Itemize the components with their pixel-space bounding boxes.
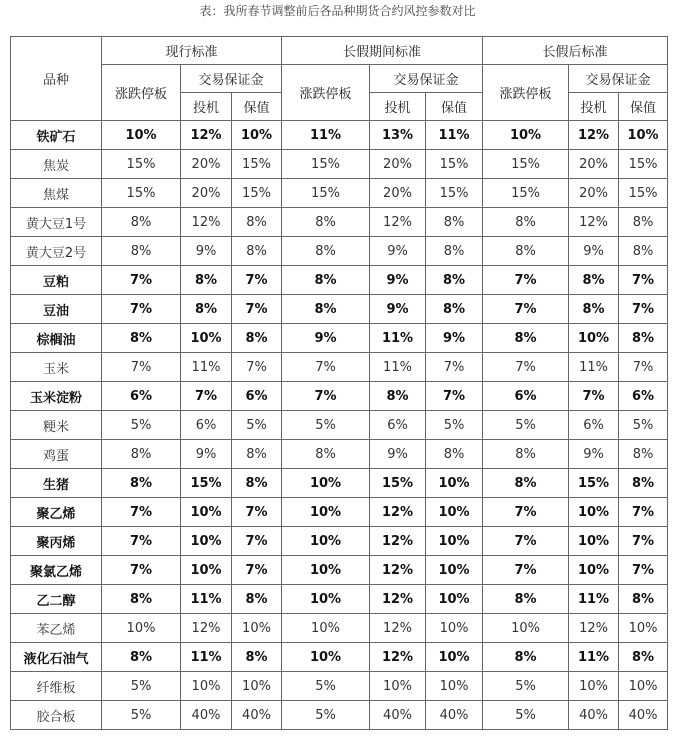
- value-cell: 10%: [282, 527, 370, 556]
- value-cell: 10%: [426, 643, 483, 672]
- value-cell: 6%: [569, 411, 619, 440]
- value-cell: 9%: [370, 237, 426, 266]
- value-cell: 15%: [483, 179, 569, 208]
- table-row: [11, 266, 668, 295]
- value-cell: 9%: [370, 266, 426, 295]
- table-row: [11, 324, 668, 353]
- risk-params-table: [10, 36, 668, 730]
- header-variety: 品种: [11, 37, 102, 121]
- value-cell: 8%: [282, 237, 370, 266]
- value-cell: 20%: [370, 179, 426, 208]
- value-cell: 40%: [181, 701, 232, 730]
- value-cell: 8%: [282, 440, 370, 469]
- value-cell: 40%: [370, 701, 426, 730]
- value-cell: 5%: [483, 411, 569, 440]
- variety-name: 胶合板: [11, 701, 102, 730]
- value-cell: 8%: [232, 440, 282, 469]
- header-spec-after: 投机: [569, 93, 619, 121]
- value-cell: 9%: [569, 237, 619, 266]
- value-cell: 10%: [569, 498, 619, 527]
- value-cell: 5%: [426, 411, 483, 440]
- value-cell: 20%: [370, 150, 426, 179]
- value-cell: 8%: [232, 324, 282, 353]
- value-cell: 10%: [426, 556, 483, 585]
- value-cell: 11%: [569, 643, 619, 672]
- value-cell: 8%: [181, 266, 232, 295]
- value-cell: 5%: [102, 701, 181, 730]
- value-cell: 8%: [282, 266, 370, 295]
- value-cell: 12%: [370, 556, 426, 585]
- value-cell: 20%: [569, 179, 619, 208]
- table-row: [11, 179, 668, 208]
- value-cell: 10%: [619, 672, 668, 701]
- value-cell: 5%: [102, 672, 181, 701]
- header-hedge-after: 保值: [619, 93, 668, 121]
- value-cell: 12%: [569, 208, 619, 237]
- value-cell: 12%: [370, 643, 426, 672]
- header-spec-holiday: 投机: [370, 93, 426, 121]
- value-cell: 8%: [619, 440, 668, 469]
- value-cell: 7%: [102, 556, 181, 585]
- variety-name: 粳米: [11, 411, 102, 440]
- table-row: [11, 527, 668, 556]
- value-cell: 10%: [282, 643, 370, 672]
- value-cell: 10%: [282, 556, 370, 585]
- value-cell: 10%: [569, 324, 619, 353]
- header-current-standard: 现行标准: [102, 37, 282, 65]
- value-cell: 7%: [282, 382, 370, 411]
- variety-name: 纤维板: [11, 672, 102, 701]
- table-row: [11, 353, 668, 382]
- value-cell: 8%: [619, 324, 668, 353]
- value-cell: 15%: [569, 469, 619, 498]
- value-cell: 7%: [483, 295, 569, 324]
- value-cell: 7%: [102, 498, 181, 527]
- value-cell: 8%: [232, 469, 282, 498]
- value-cell: 8%: [102, 643, 181, 672]
- value-cell: 7%: [619, 556, 668, 585]
- value-cell: 5%: [483, 672, 569, 701]
- value-cell: 15%: [426, 150, 483, 179]
- value-cell: 8%: [426, 266, 483, 295]
- value-cell: 5%: [619, 411, 668, 440]
- value-cell: 6%: [619, 382, 668, 411]
- value-cell: 8%: [426, 208, 483, 237]
- value-cell: 9%: [370, 295, 426, 324]
- value-cell: 11%: [370, 353, 426, 382]
- value-cell: 11%: [181, 643, 232, 672]
- value-cell: 8%: [102, 440, 181, 469]
- header-spec-current: 投机: [181, 93, 232, 121]
- value-cell: 8%: [619, 208, 668, 237]
- table-row: [11, 208, 668, 237]
- variety-name: 苯乙烯: [11, 614, 102, 643]
- variety-name: 棕榈油: [11, 324, 102, 353]
- value-cell: 9%: [569, 440, 619, 469]
- table-row: [11, 237, 668, 266]
- value-cell: 6%: [102, 382, 181, 411]
- value-cell: 15%: [483, 150, 569, 179]
- table-row: [11, 440, 668, 469]
- value-cell: 12%: [569, 614, 619, 643]
- value-cell: 7%: [619, 527, 668, 556]
- value-cell: 15%: [102, 179, 181, 208]
- variety-name: 黄大豆1号: [11, 208, 102, 237]
- value-cell: 10%: [102, 614, 181, 643]
- value-cell: 7%: [569, 382, 619, 411]
- table-row: [11, 382, 668, 411]
- value-cell: 10%: [619, 614, 668, 643]
- table-row: [11, 614, 668, 643]
- value-cell: 12%: [370, 585, 426, 614]
- variety-name: 聚丙烯: [11, 527, 102, 556]
- header-after-holiday-standard: 长假后标准: [483, 37, 668, 65]
- value-cell: 10%: [282, 585, 370, 614]
- value-cell: 8%: [619, 469, 668, 498]
- header-limit-holiday: 涨跌停板: [282, 65, 370, 121]
- value-cell: 8%: [483, 440, 569, 469]
- value-cell: 8%: [102, 208, 181, 237]
- value-cell: 8%: [483, 208, 569, 237]
- table-caption: 表：我所春节调整前后各品种期货合约风控参数对比: [199, 4, 476, 18]
- value-cell: 13%: [370, 121, 426, 150]
- value-cell: 7%: [483, 556, 569, 585]
- table-row: [11, 701, 668, 730]
- value-cell: 15%: [232, 150, 282, 179]
- value-cell: 8%: [483, 469, 569, 498]
- value-cell: 10%: [282, 614, 370, 643]
- variety-name: 豆油: [11, 295, 102, 324]
- value-cell: 15%: [102, 150, 181, 179]
- value-cell: 7%: [619, 266, 668, 295]
- value-cell: 10%: [282, 469, 370, 498]
- value-cell: 10%: [483, 614, 569, 643]
- value-cell: 7%: [232, 556, 282, 585]
- variety-name: 铁矿石: [11, 121, 102, 150]
- variety-name: 焦炭: [11, 150, 102, 179]
- value-cell: 11%: [426, 121, 483, 150]
- value-cell: 7%: [102, 353, 181, 382]
- value-cell: 8%: [232, 237, 282, 266]
- value-cell: 8%: [483, 585, 569, 614]
- value-cell: 8%: [619, 585, 668, 614]
- value-cell: 11%: [181, 353, 232, 382]
- table-row: [11, 469, 668, 498]
- value-cell: 8%: [102, 469, 181, 498]
- header-margin-holiday: 交易保证金: [370, 65, 483, 93]
- value-cell: 8%: [619, 643, 668, 672]
- value-cell: 7%: [619, 498, 668, 527]
- variety-name: 乙二醇: [11, 585, 102, 614]
- header-margin-after: 交易保证金: [569, 65, 668, 93]
- value-cell: 5%: [282, 672, 370, 701]
- value-cell: 5%: [282, 411, 370, 440]
- table-row: [11, 295, 668, 324]
- value-cell: 11%: [181, 585, 232, 614]
- table-row: [11, 411, 668, 440]
- value-cell: 5%: [102, 411, 181, 440]
- value-cell: 7%: [426, 382, 483, 411]
- value-cell: 10%: [426, 614, 483, 643]
- value-cell: 7%: [483, 498, 569, 527]
- value-cell: 7%: [483, 266, 569, 295]
- variety-name: 豆粕: [11, 266, 102, 295]
- table-row: [11, 585, 668, 614]
- value-cell: 12%: [370, 527, 426, 556]
- value-cell: 10%: [102, 121, 181, 150]
- value-cell: 7%: [102, 295, 181, 324]
- variety-name: 生猪: [11, 469, 102, 498]
- value-cell: 7%: [619, 295, 668, 324]
- value-cell: 15%: [619, 179, 668, 208]
- value-cell: 7%: [619, 353, 668, 382]
- value-cell: 7%: [426, 353, 483, 382]
- value-cell: 8%: [426, 440, 483, 469]
- value-cell: 12%: [370, 208, 426, 237]
- value-cell: 9%: [181, 440, 232, 469]
- value-cell: 15%: [282, 179, 370, 208]
- variety-name: 玉米淀粉: [11, 382, 102, 411]
- value-cell: 5%: [483, 701, 569, 730]
- value-cell: 6%: [232, 382, 282, 411]
- value-cell: 10%: [426, 672, 483, 701]
- value-cell: 7%: [181, 382, 232, 411]
- value-cell: 11%: [569, 353, 619, 382]
- value-cell: 12%: [181, 208, 232, 237]
- value-cell: 10%: [426, 527, 483, 556]
- value-cell: 9%: [370, 440, 426, 469]
- value-cell: 9%: [282, 324, 370, 353]
- value-cell: 10%: [232, 121, 282, 150]
- value-cell: 6%: [181, 411, 232, 440]
- header-hedge-holiday: 保值: [426, 93, 483, 121]
- variety-name: 焦煤: [11, 179, 102, 208]
- value-cell: 10%: [181, 527, 232, 556]
- value-cell: 7%: [102, 266, 181, 295]
- value-cell: 8%: [232, 643, 282, 672]
- value-cell: 7%: [102, 527, 181, 556]
- value-cell: 6%: [370, 411, 426, 440]
- variety-name: 聚乙烯: [11, 498, 102, 527]
- value-cell: 10%: [569, 556, 619, 585]
- value-cell: 10%: [619, 121, 668, 150]
- value-cell: 8%: [569, 266, 619, 295]
- value-cell: 8%: [282, 295, 370, 324]
- value-cell: 7%: [232, 527, 282, 556]
- header-margin-current: 交易保证金: [181, 65, 282, 93]
- value-cell: 20%: [569, 150, 619, 179]
- value-cell: 10%: [426, 498, 483, 527]
- value-cell: 40%: [426, 701, 483, 730]
- value-cell: 10%: [181, 672, 232, 701]
- value-cell: 12%: [370, 498, 426, 527]
- value-cell: 10%: [232, 672, 282, 701]
- value-cell: 12%: [181, 121, 232, 150]
- table-row: [11, 121, 668, 150]
- header-limit-current: 涨跌停板: [102, 65, 181, 121]
- value-cell: 8%: [102, 237, 181, 266]
- header-hedge-current: 保值: [232, 93, 282, 121]
- value-cell: 7%: [232, 498, 282, 527]
- value-cell: 40%: [232, 701, 282, 730]
- value-cell: 9%: [426, 324, 483, 353]
- table-row: [11, 498, 668, 527]
- value-cell: 10%: [282, 498, 370, 527]
- variety-name: 黄大豆2号: [11, 237, 102, 266]
- variety-name: 鸡蛋: [11, 440, 102, 469]
- value-cell: 10%: [483, 121, 569, 150]
- value-cell: 5%: [282, 701, 370, 730]
- value-cell: 10%: [569, 672, 619, 701]
- value-cell: 8%: [102, 585, 181, 614]
- value-cell: 8%: [232, 585, 282, 614]
- value-cell: 7%: [282, 353, 370, 382]
- value-cell: 8%: [232, 208, 282, 237]
- value-cell: 7%: [232, 295, 282, 324]
- value-cell: 11%: [282, 121, 370, 150]
- value-cell: 10%: [426, 585, 483, 614]
- value-cell: 15%: [232, 179, 282, 208]
- variety-name: 玉米: [11, 353, 102, 382]
- value-cell: 12%: [569, 121, 619, 150]
- value-cell: 7%: [232, 353, 282, 382]
- value-cell: 11%: [370, 324, 426, 353]
- value-cell: 7%: [232, 266, 282, 295]
- value-cell: 10%: [232, 614, 282, 643]
- value-cell: 8%: [370, 382, 426, 411]
- value-cell: 9%: [181, 237, 232, 266]
- value-cell: 20%: [181, 179, 232, 208]
- value-cell: 7%: [483, 527, 569, 556]
- variety-name: 液化石油气: [11, 643, 102, 672]
- value-cell: 10%: [370, 672, 426, 701]
- value-cell: 8%: [426, 237, 483, 266]
- value-cell: 40%: [619, 701, 668, 730]
- value-cell: 15%: [181, 469, 232, 498]
- table-row: [11, 643, 668, 672]
- value-cell: 8%: [483, 643, 569, 672]
- value-cell: 15%: [426, 179, 483, 208]
- value-cell: 15%: [370, 469, 426, 498]
- value-cell: 15%: [282, 150, 370, 179]
- value-cell: 10%: [181, 556, 232, 585]
- variety-name: 聚氯乙烯: [11, 556, 102, 585]
- value-cell: 20%: [181, 150, 232, 179]
- value-cell: 8%: [569, 295, 619, 324]
- value-cell: 10%: [181, 498, 232, 527]
- value-cell: 10%: [426, 469, 483, 498]
- value-cell: 7%: [483, 353, 569, 382]
- value-cell: 8%: [181, 295, 232, 324]
- value-cell: 8%: [102, 324, 181, 353]
- value-cell: 12%: [181, 614, 232, 643]
- table-body: [11, 121, 668, 730]
- header-limit-after: 涨跌停板: [483, 65, 569, 121]
- table-row: [11, 556, 668, 585]
- value-cell: 10%: [569, 527, 619, 556]
- value-cell: 5%: [232, 411, 282, 440]
- value-cell: 10%: [181, 324, 232, 353]
- value-cell: 40%: [569, 701, 619, 730]
- table-row: [11, 672, 668, 701]
- value-cell: 11%: [569, 585, 619, 614]
- value-cell: 8%: [483, 324, 569, 353]
- value-cell: 6%: [483, 382, 569, 411]
- value-cell: 15%: [619, 150, 668, 179]
- value-cell: 12%: [370, 614, 426, 643]
- value-cell: 8%: [282, 208, 370, 237]
- value-cell: 8%: [619, 237, 668, 266]
- table-row: [11, 150, 668, 179]
- value-cell: 8%: [426, 295, 483, 324]
- header-holiday-standard: 长假期间标准: [282, 37, 483, 65]
- value-cell: 8%: [483, 237, 569, 266]
